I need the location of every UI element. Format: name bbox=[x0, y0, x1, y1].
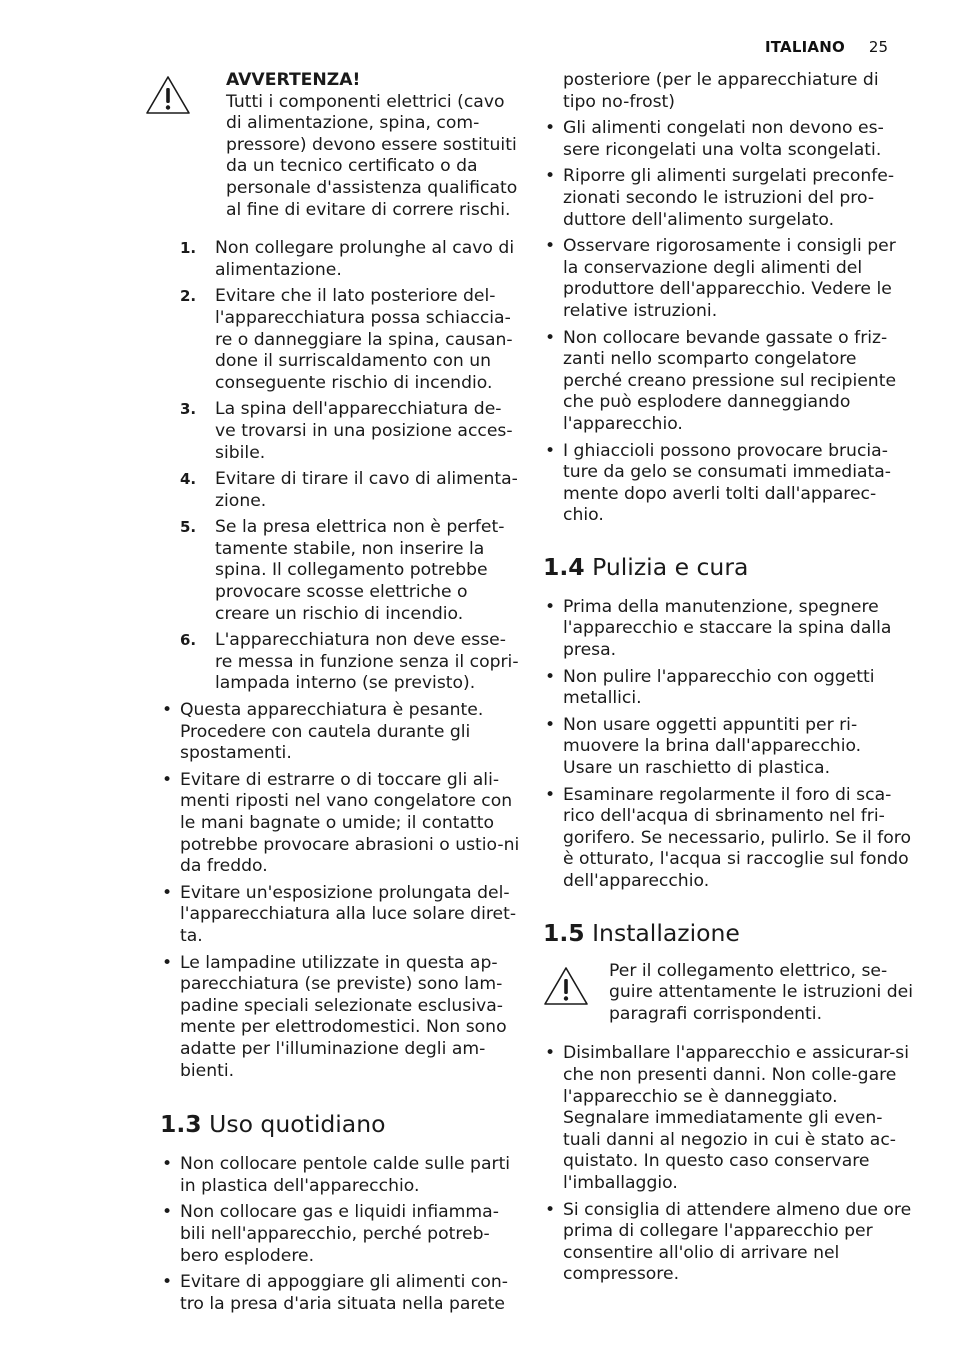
list-item: • Si consiglia di attendere almeno due ore prima di collegare l'apparecchio per consentire all'olio di arrivare nel compressore. bbox=[545, 1199, 912, 1285]
right-column bbox=[543, 70, 913, 1291]
list-item: • Evitare di estrarre o di toccare gli ali-menti riposti nel vano congelatore con le mani bagnate o umide; il contatto potrebbe provocare abrasioni o ustio-ni da freddo. bbox=[162, 769, 520, 877]
list-item: • Non usare oggetti appuntiti per ri-muovere la brina dall'apparecchio. Usare un raschietto di plastica. bbox=[545, 714, 862, 779]
warning-triangle-icon bbox=[145, 75, 191, 115]
note-text: Per il collegamento elettrico, se-guire attentamente le istruzioni dei paragrafi corrispondenti. bbox=[609, 960, 913, 1024]
list-item: • Non collocare gas e liquidi infiamma-bili nell'apparecchio, perché potreb-bero esplodere. bbox=[162, 1202, 499, 1266]
bullet-list bbox=[145, 700, 520, 1082]
warning-triangle-icon bbox=[543, 966, 589, 1006]
warning-title: AVVERTENZA! bbox=[226, 70, 361, 90]
continued-text: posteriore (per le apparecchiature di tipo no-frost) bbox=[563, 70, 879, 112]
page-header bbox=[765, 38, 888, 56]
list-item: • Prima della manutenzione, spegnere l'apparecchio e staccare la spina dalla presa. bbox=[545, 596, 892, 661]
list-item: • Le lampadine utilizzate in questa ap-parecchiatura (se previste) sono lam-padine speciali selezionate esclusiva-mente per elettrodomestici. Non sono adatte per l'illuminazione degli am-bienti. bbox=[162, 952, 507, 1081]
list-item: • Osservare rigorosamente i consigli per la conservazione degli alimenti del produttore dell'apparecchio. Vedere le relative istruzioni. bbox=[545, 236, 896, 321]
bullet-list bbox=[145, 1154, 520, 1315]
left-column bbox=[145, 70, 520, 1320]
list-item: • Non pulire l'apparecchio con oggetti metallici. bbox=[545, 666, 875, 709]
list-item: 1. Non collegare prolunghe al cavo di alimentazione. bbox=[180, 238, 515, 280]
bullet-list bbox=[543, 118, 913, 527]
list-item: 4. Evitare di tirare il cavo di alimenta-zione. bbox=[180, 469, 518, 511]
bullet-list bbox=[543, 1043, 913, 1286]
list-item: • Esaminare regolarmente il foro di sca-rico dell'acqua di sbrinamento nel fri-gorifero. Se necessario, pulirlo. Se il foro è otturato, l'acqua si raccoglie sul fondo dell'apparecchio. bbox=[545, 784, 911, 891]
list-item: • Disimballare l'apparecchio e assicurar-si che non presenti danni. Non colle-gare l'apparecchio se è danneggiato. Segnalare immediatamente gli even-tuali danni al negozio in cui è stato ac-quistato. In questo caso conservare l'imballaggio. bbox=[545, 1043, 910, 1193]
list-item: • Questa apparecchiatura è pesante. Procedere con cautela durante gli spostamenti. bbox=[162, 700, 484, 764]
list-item: • Non collocare pentole calde sulle parti in plastica dell'apparecchio. bbox=[162, 1154, 511, 1196]
section-heading-1-3: 1.3 Uso quotidiano bbox=[160, 1110, 386, 1139]
bullet-list bbox=[543, 597, 913, 893]
list-item: • Evitare un'esposizione prolungata del-l'apparecchiatura alla luce solare diret-ta. bbox=[162, 882, 517, 946]
warning-block bbox=[145, 70, 520, 221]
list-item: • I ghiaccioli possono provocare brucia-ture da gelo se consumati immediata-mente dopo averli tolti dall'apparec-chio. bbox=[545, 440, 891, 526]
list-item: 6. L'apparecchiatura non deve esse-re messa in funzione senza il copri-lampada interno (se previsto). bbox=[180, 630, 519, 694]
list-item: • Evitare di appoggiare gli alimenti con-tro la presa d'aria situata nella parete bbox=[162, 1272, 508, 1314]
list-item: 2. Evitare che il lato posteriore del-l'apparecchiatura possa schiaccia-re o danneggiare la spina, causan-done il surriscaldamento con un conseguente rischio di incendio. bbox=[180, 286, 513, 393]
list-item: • Non collocare bevande gassate o friz-zanti nello scomparto congelatore perché creano pressione sul recipiente che può esplodere danneggiando l'apparecchio. bbox=[545, 327, 897, 434]
list-item: 3. La spina dell'apparecchiatura de-ve trovarsi in una posizione acces-sibile. bbox=[180, 399, 513, 463]
list-item: 5. Se la presa elettrica non è perfet-tamente stabile, non inserire la spina. Il collegamento potrebbe provocare scosse elettriche o creare un rischio di incendio. bbox=[180, 517, 505, 624]
warning-text: Tutti i componenti elettrici (cavo di alimentazione, spina, com-pressore) devono essere sostituiti da un tecnico certificato o da personale d'assistenza qualificato al fine di evitare di correre rischi. bbox=[226, 91, 518, 220]
section-heading-1-5: 1.5 Installazione bbox=[543, 918, 740, 947]
installation-note bbox=[543, 961, 913, 1026]
section-heading-1-4: 1.4 Pulizia e cura bbox=[543, 552, 749, 581]
list-item: • Riporre gli alimenti surgelati preconfe-zionati secondo le istruzioni del pro-duttore dell'alimento surgelato. bbox=[545, 166, 895, 230]
language-label: ITALIANO bbox=[764, 38, 845, 56]
list-item: • Gli alimenti congelati non devono es-sere ricongelati una volta scongelati. bbox=[545, 118, 884, 160]
numbered-list bbox=[145, 238, 520, 695]
page-number: 25 bbox=[868, 38, 888, 56]
